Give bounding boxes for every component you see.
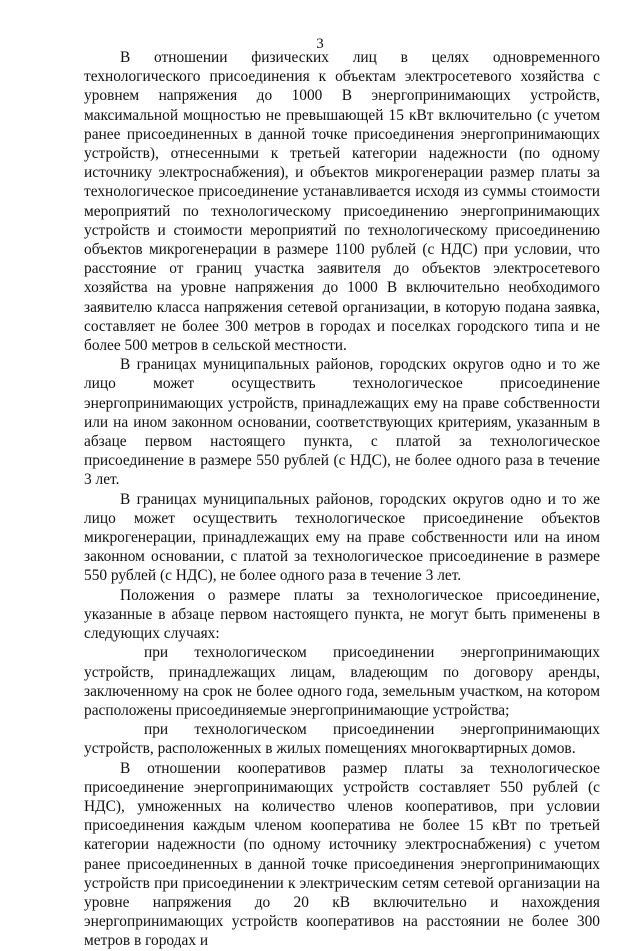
paragraph-limit-energy-devices: В границах муниципальных районов, городских округов одно и то же лицо может осуществить технологическое присоединение энергопринимающих устройств, принадлежащих ему на праве собственности или на ином законном основании, соответствующих критериям, указанным в абзаце первом настоящего пункта, с платой за технологическое присоединение в размере 550 рублей (с НДС), не более одного раза в течение 3 лет. [84,356,600,489]
paragraph-exceptions-intro: Положения о размере платы за технологическое присоединение, указанные в абзаце первом настоящего пункта, не могут быть применены в следующих случаях: [84,586,600,643]
paragraph-cooperatives: В отношении кооперативов размер платы за технологическое присоединение энергопринимающих устройств составляет 550 рублей (с НДС), умноженных на количество членов кооперативов, при условии присоединения каждым членом кооператива не более 15 кВт по третьей категории надежности (по одному источнику электроснабжения) с учетом ранее присоединенных в данной точке присоединения энергопринимающих устройств при присоединении к электрическим сетям сетевой организации на уровне напряжения до 20 кВ включительно и нахождения энергопринимающих устройств кооперативов на расстоянии не более 300 метров в городах и [84,759,600,950]
paragraph-limit-microgeneration: В границах муниципальных районов, городских округов одно и то же лицо может осуществить технологическое присоединение объектов микрогенерации, принадлежащих ему на праве собственности или на ином законном основании, с платой за технологическое присоединение в размере 550 рублей (с НДС), не более одного раза в течение 3 лет. [84,490,600,585]
page-number: 3 [316,36,324,52]
paragraph-exception-lease: при технологическом присоединении энергопринимающих устройств, принадлежащих лицам, владеющим по договору аренды, заключенному на срок не более одного года, земельным участком, на котором расположены присоединяемые энергопринимающие устройства; [84,644,600,719]
paragraph-exception-apartments: при технологическом присоединении энергопринимающих устройств, расположенных в жилых помещениях многоквартирных домов. [84,721,600,758]
paragraph-payment-individuals: В отношении физических лиц в целях одновременного технологического присоединения к объектам электросетевого хозяйства с уровнем напряжения до 1000 В энергопринимающих устройств, максимальной мощностью не превышающей 15 кВт включительно (с учетом ранее присоединенных в данной точке присоединения энергопринимающих устройств), отнесенными к третьей категории надежности (по одному источнику электроснабжения), и объектов микрогенерации размер платы за технологическое присоединение устанавливается исходя из суммы стоимости мероприятий по технологическому присоединению энергопринимающих устройств и стоимости мероприятий по технологическому присоединению объектов микрогенерации в размере 1100 рублей (с НДС) при условии, что расстояние от границ участка заявителя до объектов электросетевого хозяйства на уровне напряжения до 1000 В включительно необходимого заявителю класса напряжения сетевой организации, в которую подана заявка, составляет не более 300 метров в городах и поселках городского типа и не более 500 метров в сельской местности. [84,49,600,355]
document-body [84,48,600,951]
